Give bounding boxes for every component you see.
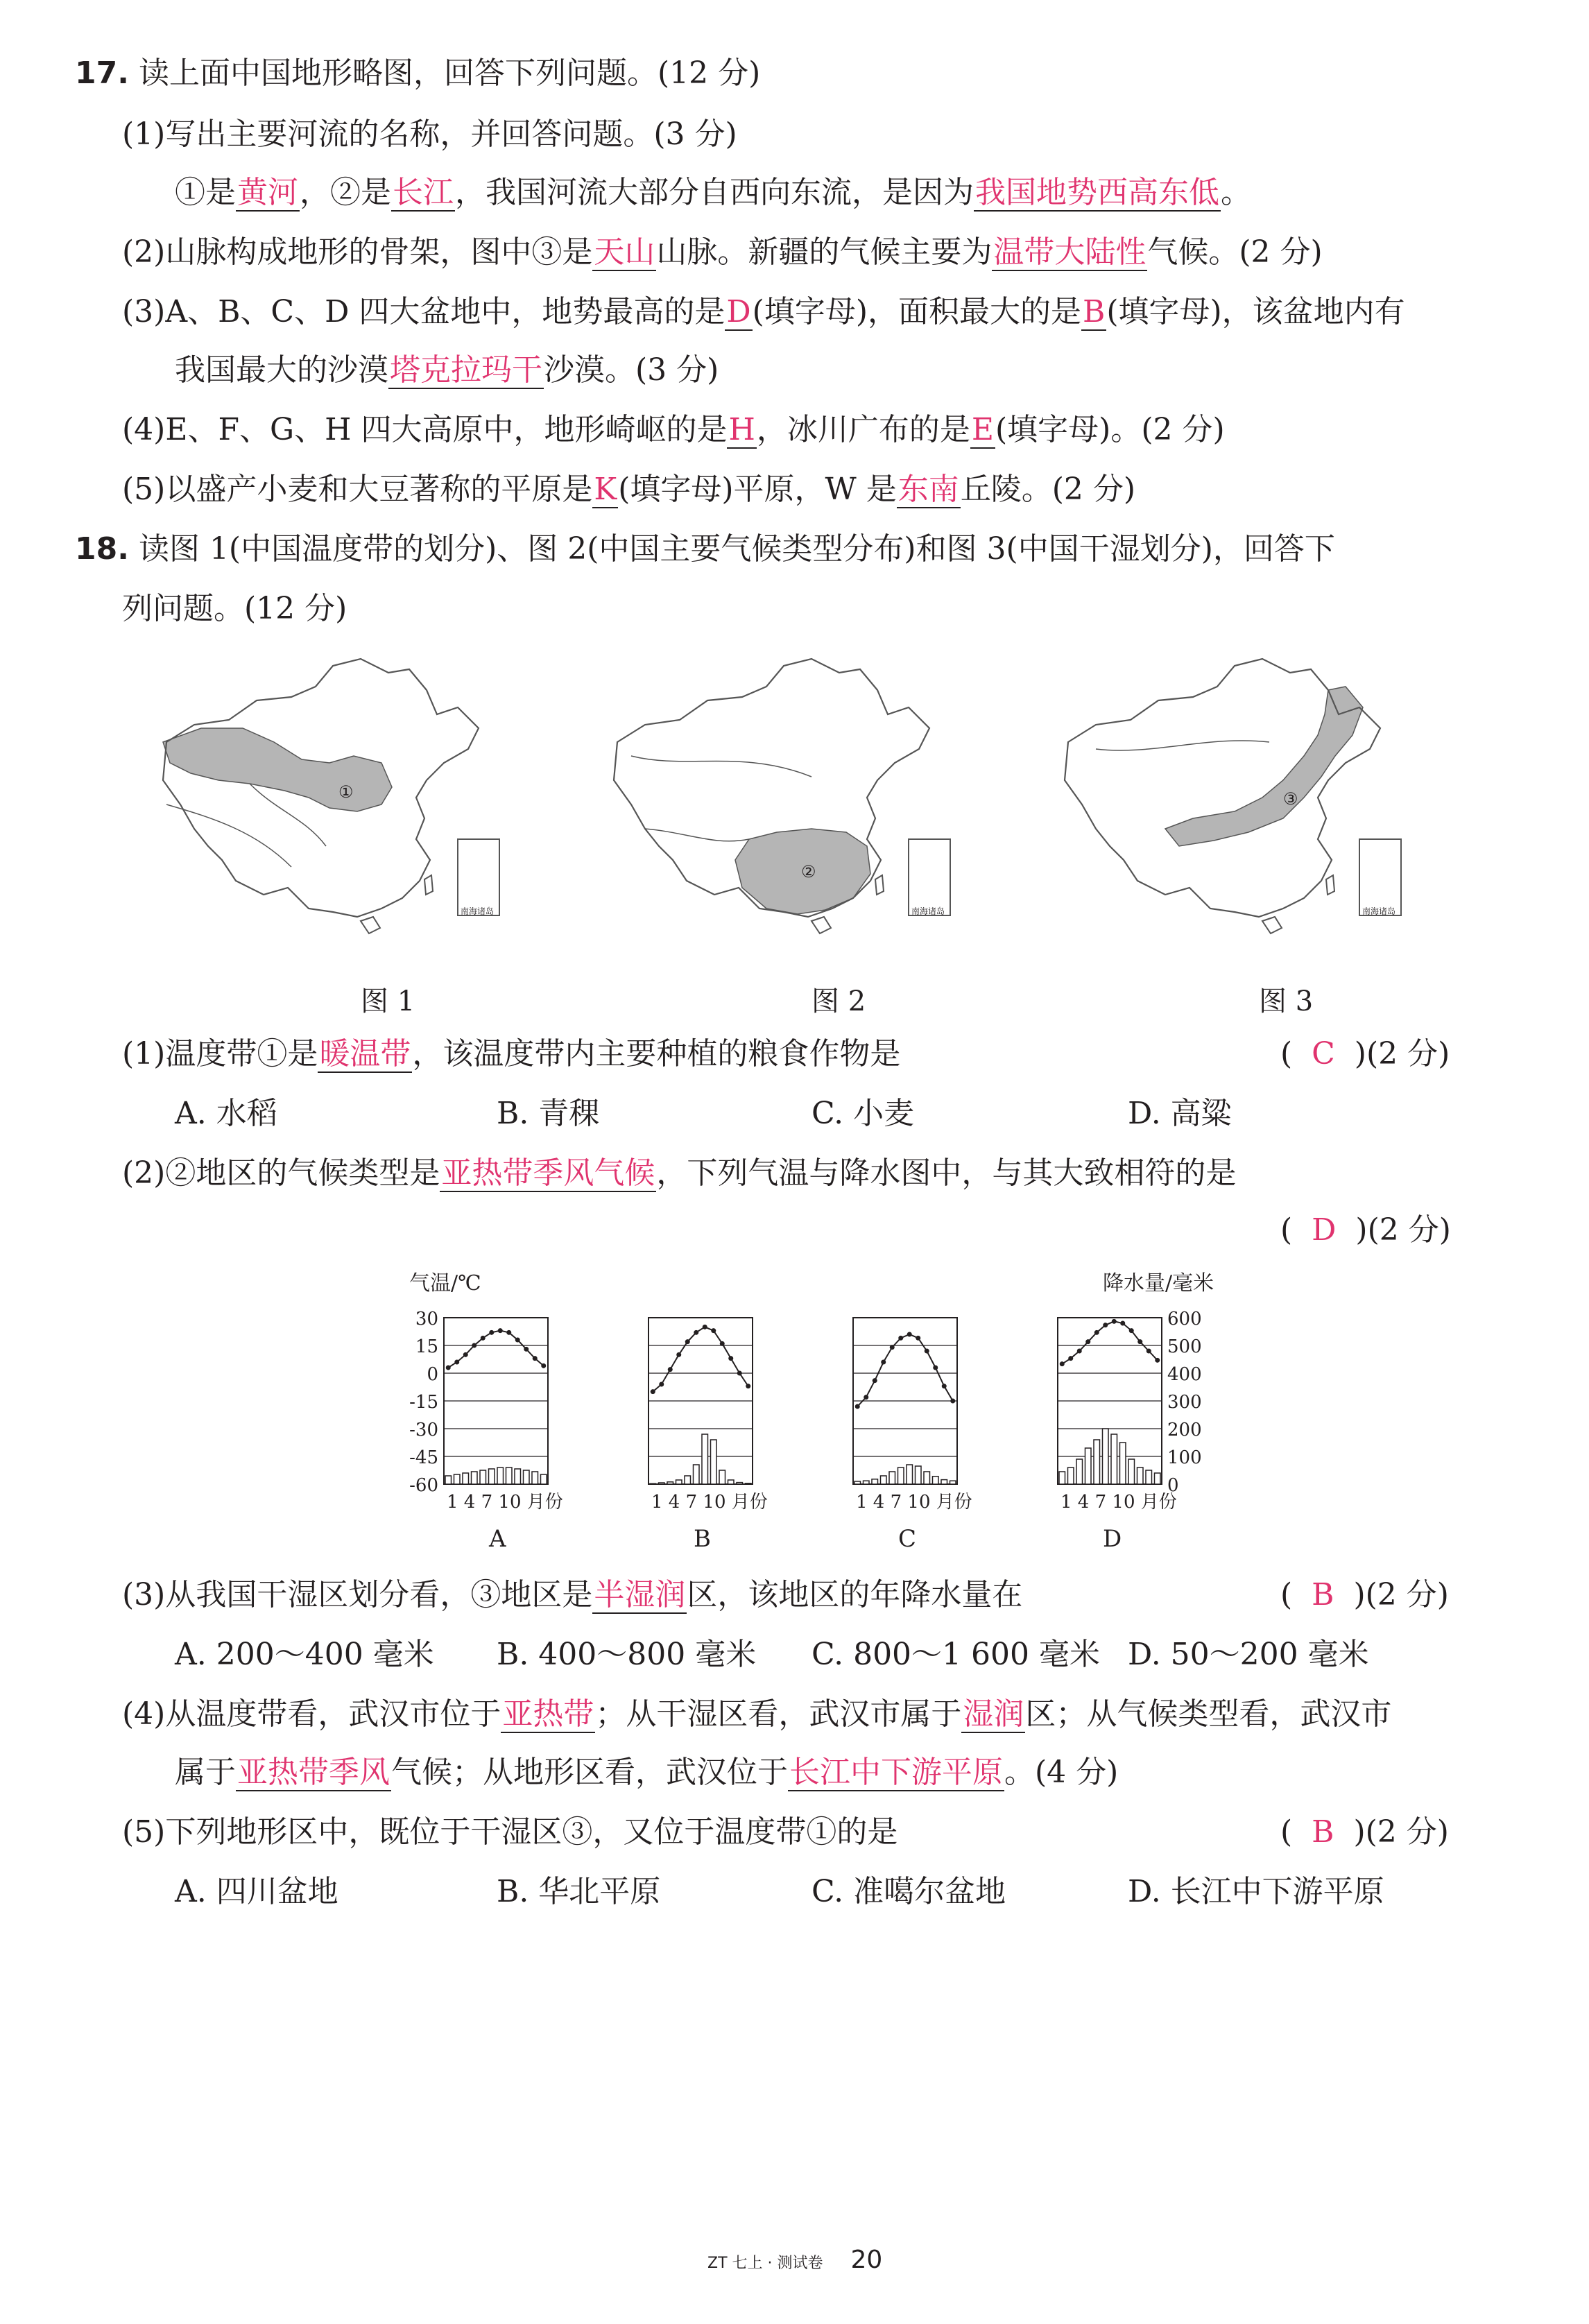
precipitation-bar <box>1146 1470 1152 1484</box>
chart-label: C <box>898 1525 917 1553</box>
q17-part3-line1 <box>122 291 1405 333</box>
precipitation-bar <box>941 1480 947 1484</box>
temperature-point <box>1085 1339 1090 1344</box>
option-a: A. 200～400 毫米 <box>175 1637 434 1672</box>
answer-blank: 东南 <box>897 472 959 507</box>
answer-blank: E <box>971 412 994 447</box>
answer-blank: 长江中下游平原 <box>789 1755 1003 1790</box>
page-footer <box>707 2240 882 2275</box>
precipitation-bar <box>746 1483 752 1484</box>
answer-blank: 亚热带季风 <box>237 1755 390 1790</box>
precipitation-bar <box>864 1481 870 1484</box>
question-text: 读图 1(中国温度带的划分)、图 2(中国主要气候类型分布)和图 3(中国干湿划分)，回答下 <box>138 531 1335 567</box>
q18-part1-choice: ( C )(2 分) <box>1280 1036 1450 1071</box>
temperature-point <box>1103 1323 1108 1327</box>
precipitation-tick-label: 500 <box>1167 1336 1202 1357</box>
temperature-point <box>873 1378 877 1383</box>
precipitation-bar <box>497 1467 504 1484</box>
q17-part2 <box>122 232 1323 273</box>
answer-blank: 我国地势西高东低 <box>975 175 1219 210</box>
temperature-point <box>1146 1349 1151 1354</box>
text: (填字母)。(2 分) <box>995 412 1225 447</box>
text: (3)A、B、C、D 四大盆地中，地势最高的是 <box>122 294 725 329</box>
score: (2 分) <box>1365 1814 1449 1850</box>
answer-blank: 亚热带季风气候 <box>441 1155 655 1191</box>
q18-part4-line1 <box>122 1694 1391 1735</box>
temperature-axis-label: 气温/℃ <box>409 1271 481 1296</box>
q17-part4 <box>122 409 1225 451</box>
option-b: B. 华北平原 <box>497 1874 661 1909</box>
climate-charts-figure <box>402 1262 1248 1567</box>
q18-part2 <box>122 1153 1236 1194</box>
temperature-point <box>720 1341 725 1346</box>
text: ，下列气温与降水图中，与其大致相符的是 <box>656 1155 1237 1191</box>
precipitation-bar <box>737 1483 743 1484</box>
precipitation-bar <box>728 1480 735 1484</box>
q17-part1-answer-line <box>175 172 1251 214</box>
precipitation-bar <box>1076 1459 1083 1484</box>
answer-blank: 半湿润 <box>594 1577 686 1612</box>
page-number: 20 <box>850 2246 883 2274</box>
question-number: 17. <box>75 55 129 91</box>
text: 山脉。新疆的气候主要为 <box>656 234 993 270</box>
precipitation-bar <box>702 1434 708 1484</box>
text: ，②是 <box>300 175 391 210</box>
month-axis-label: 1 4 7 10 月份 <box>651 1492 768 1513</box>
option-b: B. 青稞 <box>497 1096 600 1131</box>
precipitation-bar <box>524 1470 530 1484</box>
precipitation-bar <box>933 1477 939 1484</box>
precipitation-bar <box>872 1479 878 1484</box>
answer-blank: 湿润 <box>963 1696 1024 1732</box>
precipitation-bar <box>1120 1443 1126 1484</box>
inset-label: 南海诸岛 <box>461 906 495 916</box>
temperature-point <box>1129 1328 1134 1333</box>
temperature-tick-label: -60 <box>409 1475 438 1496</box>
temperature-point <box>668 1367 673 1372</box>
precipitation-bar <box>472 1472 478 1484</box>
text: 区，该地区的年降水量在 <box>687 1577 1023 1612</box>
precipitation-bar <box>541 1474 547 1484</box>
temperature-tick-label: -15 <box>409 1392 438 1413</box>
q18-stem-line1 <box>75 528 1335 570</box>
temperature-point <box>907 1332 912 1337</box>
precipitation-bar <box>454 1474 461 1484</box>
text: (填字母)，面积最大的是 <box>752 294 1081 329</box>
precipitation-tick-label: 100 <box>1167 1447 1202 1468</box>
map-1-temperature-zones <box>163 659 499 933</box>
text: ，我国河流大部分自西向东流，是因为 <box>455 175 974 210</box>
temperature-point <box>454 1360 459 1365</box>
temperature-tick-label: -30 <box>409 1420 438 1440</box>
temperature-line <box>653 1327 748 1391</box>
chosen-answer: B <box>1312 1577 1334 1612</box>
temperature-point <box>659 1382 664 1387</box>
temperature-point <box>463 1352 468 1357</box>
temperature-tick-label: 30 <box>415 1309 438 1329</box>
precipitation-bar <box>1103 1429 1109 1484</box>
precipitation-bar <box>950 1481 956 1484</box>
q18-part2-choice: ( D )(2 分) <box>1280 1212 1451 1248</box>
text: 。 <box>1221 175 1251 210</box>
chart-label: D <box>1103 1525 1122 1553</box>
temperature-tick-label: 0 <box>427 1364 438 1385</box>
precipitation-bar <box>854 1481 861 1484</box>
q17-part3-line2 <box>175 350 719 391</box>
text: ，冰川广布的是 <box>756 412 970 447</box>
temperature-point <box>685 1339 690 1344</box>
temperature-point <box>1077 1349 1082 1354</box>
answer-blank: 塔克拉玛干 <box>390 352 542 388</box>
option-c: C. 准噶尔盆地 <box>811 1874 1006 1909</box>
figure-caption: 图 3 <box>1259 985 1314 1017</box>
precipitation-bar <box>694 1465 700 1484</box>
temperature-point <box>651 1389 655 1394</box>
text: (3)从我国干湿区划分看，③地区是 <box>122 1577 593 1612</box>
temperature-point <box>728 1356 733 1361</box>
q17-part5 <box>122 469 1135 510</box>
temperature-point <box>524 1347 529 1352</box>
option-d: D. 50～200 毫米 <box>1128 1637 1369 1672</box>
precipitation-bar <box>685 1476 691 1484</box>
precipitation-tick-label: 300 <box>1167 1392 1202 1413</box>
precipitation-bar <box>506 1467 513 1484</box>
series-label: ZT 七上 · 测试卷 <box>707 2255 823 2272</box>
q17-part1-prompt: (1)写出主要河流的名称，并回答问题。(3 分) <box>122 117 737 152</box>
text: 沙漠。(3 分) <box>544 352 719 388</box>
inset-label: 南海诸岛 <box>911 906 945 916</box>
precipitation-bar <box>532 1472 538 1484</box>
month-axis-label: 1 4 7 10 月份 <box>1060 1492 1177 1513</box>
china-maps-figure <box>153 645 1470 992</box>
answer-blank: H <box>728 412 755 447</box>
temperature-point <box>1060 1361 1065 1366</box>
precipitation-tick-label: 0 <box>1167 1475 1179 1496</box>
answer-blank: K <box>594 472 617 507</box>
temperature-tick-label: -45 <box>409 1447 438 1468</box>
map-marker: ② <box>801 862 816 881</box>
temperature-point <box>890 1345 895 1350</box>
precipitation-bar <box>480 1470 486 1484</box>
q17-stem <box>75 53 760 94</box>
month-axis-label: 1 4 7 10 月份 <box>447 1492 563 1513</box>
option-c: C. 800～1 600 毫米 <box>811 1637 1101 1672</box>
temperature-point <box>1120 1321 1125 1326</box>
precipitation-bar <box>1068 1467 1074 1484</box>
precipitation-bar <box>1085 1448 1092 1484</box>
precipitation-tick-label: 400 <box>1167 1364 1202 1385</box>
temperature-point <box>446 1366 451 1370</box>
answer-blank: 长江 <box>393 175 454 210</box>
text: 气候；从地形区看，武汉位于 <box>391 1755 788 1790</box>
temperature-point <box>950 1399 955 1404</box>
text: ；从干湿区看，武汉市属于 <box>595 1696 962 1732</box>
text: (2)②地区的气候类型是 <box>122 1155 440 1191</box>
map-2-climate-types <box>614 659 950 933</box>
text: (4)E、F、G、H 四大高原中，地形崎岖的是 <box>122 412 728 447</box>
precipitation-bar <box>1094 1440 1100 1484</box>
temperature-point <box>506 1330 511 1335</box>
answer-blank: 温带大陆性 <box>993 234 1146 270</box>
q18-part1 <box>122 1033 900 1075</box>
precipitation-bar <box>1111 1434 1117 1484</box>
inset-label: 南海诸岛 <box>1362 906 1396 916</box>
chart-label: A <box>489 1525 506 1553</box>
month-axis-label: 1 4 7 10 月份 <box>856 1492 972 1513</box>
temperature-point <box>498 1328 503 1333</box>
chart-label: B <box>694 1525 711 1553</box>
temperature-point <box>711 1328 716 1333</box>
precipitation-bar <box>445 1476 452 1484</box>
precipitation-bar <box>889 1472 895 1484</box>
q18-part5: (5)下列地形区中，既位于干湿区③，又位于温度带①的是 <box>122 1814 898 1850</box>
precipitation-bar <box>924 1472 930 1484</box>
temperature-point <box>694 1330 698 1335</box>
temperature-point <box>1137 1339 1142 1344</box>
temperature-point <box>855 1404 860 1409</box>
text: 气候。(2 分) <box>1147 234 1323 270</box>
answer-blank: 天山 <box>594 234 655 270</box>
precipitation-bar <box>907 1465 913 1484</box>
temperature-line <box>1062 1321 1158 1363</box>
temperature-point <box>916 1336 920 1341</box>
question-number: 18. <box>75 531 129 567</box>
precipitation-bar <box>1137 1467 1144 1484</box>
temperature-point <box>533 1356 538 1361</box>
temperature-point <box>746 1384 750 1388</box>
option-c: C. 小麦 <box>811 1096 915 1131</box>
precipitation-bar <box>489 1469 495 1484</box>
temperature-point <box>703 1325 707 1329</box>
score: (2 分) <box>1365 1577 1449 1612</box>
text: 我国最大的沙漠 <box>175 352 388 388</box>
precipitation-bar <box>515 1469 521 1484</box>
option-d: D. 长江中下游平原 <box>1128 1874 1384 1909</box>
temperature-point <box>881 1360 886 1365</box>
temperature-point <box>925 1349 929 1354</box>
temperature-point <box>489 1330 494 1335</box>
text: (1)温度带①是 <box>122 1036 318 1071</box>
answer-blank: 暖温带 <box>319 1036 411 1071</box>
precipitation-tick-label: 600 <box>1167 1309 1202 1329</box>
warm-temperate-zone-shading <box>163 728 392 811</box>
option-a: A. 水稻 <box>175 1096 277 1131</box>
precipitation-bar <box>898 1467 904 1484</box>
precipitation-bar <box>659 1483 665 1484</box>
precipitation-bar <box>1128 1459 1135 1484</box>
temperature-point <box>472 1343 476 1348</box>
temperature-line <box>448 1331 544 1368</box>
q18-part3-choice: ( B )(2 分) <box>1280 1577 1449 1612</box>
semi-humid-region-shading <box>1165 687 1363 846</box>
temperature-point <box>541 1363 546 1368</box>
temperature-point <box>1155 1358 1160 1363</box>
precipitation-axis-label: 降水量/毫米 <box>1103 1271 1214 1296</box>
temperature-point <box>942 1384 947 1388</box>
text: (5)以盛产小麦和大豆著称的平原是 <box>122 472 593 507</box>
score: (2 分) <box>1367 1212 1451 1248</box>
answer-blank: 亚热带 <box>502 1696 594 1732</box>
figure-caption: 图 1 <box>361 985 415 1017</box>
temperature-point <box>864 1395 868 1400</box>
answer-blank: D <box>726 294 751 329</box>
precipitation-bar <box>463 1473 469 1484</box>
text: 丘陵。(2 分) <box>960 472 1136 507</box>
text: 。(4 分) <box>1004 1755 1119 1790</box>
text: 区；从气候类型看，武汉市 <box>1025 1696 1392 1732</box>
text: ，该温度带内主要种植的粮食作物是 <box>412 1036 901 1071</box>
temperature-point <box>1094 1330 1099 1335</box>
text: 属于 <box>175 1755 236 1790</box>
option-b: B. 400～800 毫米 <box>497 1637 757 1672</box>
text: ①是 <box>175 175 236 210</box>
figure-caption: 图 2 <box>811 985 866 1017</box>
precipitation-bar <box>1155 1473 1161 1484</box>
map-marker: ① <box>338 782 354 802</box>
chosen-answer: C <box>1312 1036 1335 1071</box>
option-a: A. 四川盆地 <box>175 1874 338 1909</box>
text: (填字母)，该盆地内有 <box>1106 294 1405 329</box>
q18-stem-line2: 列问题。(12 分) <box>122 591 347 626</box>
precipitation-bar <box>881 1476 887 1484</box>
text: (填字母)平原，W 是 <box>618 472 897 507</box>
precipitation-bar <box>719 1470 725 1484</box>
precipitation-bar <box>711 1440 717 1484</box>
question-text: 读上面中国地形略图，回答下列问题。(12 分) <box>138 55 761 91</box>
temperature-point <box>481 1336 486 1341</box>
score: (2 分) <box>1366 1036 1450 1071</box>
precipitation-bar <box>650 1483 656 1484</box>
temperature-point <box>737 1371 742 1376</box>
temperature-point <box>933 1366 938 1370</box>
map-marker: ③ <box>1283 789 1298 809</box>
temperature-point <box>515 1338 520 1343</box>
precipitation-bar <box>667 1482 673 1484</box>
precipitation-tick-label: 200 <box>1167 1420 1202 1440</box>
temperature-point <box>1112 1319 1117 1324</box>
temperature-point <box>676 1352 681 1357</box>
chosen-answer: D <box>1312 1212 1337 1248</box>
option-d: D. 高粱 <box>1128 1096 1232 1131</box>
answer-blank: 黄河 <box>237 175 298 210</box>
precipitation-bar <box>676 1480 682 1484</box>
text: (4)从温度带看，武汉市位于 <box>122 1696 501 1732</box>
precipitation-bar <box>1059 1472 1065 1484</box>
q18-part4-line2 <box>175 1752 1118 1793</box>
temperature-point <box>1068 1356 1073 1361</box>
q18-part3 <box>122 1574 1022 1616</box>
q18-part5-choice: ( B )(2 分) <box>1280 1814 1449 1850</box>
text: (2)山脉构成地形的骨架，图中③是 <box>122 234 593 270</box>
temperature-point <box>898 1336 903 1341</box>
map-3-dry-wet-regions <box>1065 659 1401 933</box>
chosen-answer: B <box>1312 1814 1334 1850</box>
precipitation-bar <box>916 1466 922 1484</box>
temperature-tick-label: 15 <box>415 1336 438 1357</box>
answer-blank: B <box>1083 294 1106 329</box>
